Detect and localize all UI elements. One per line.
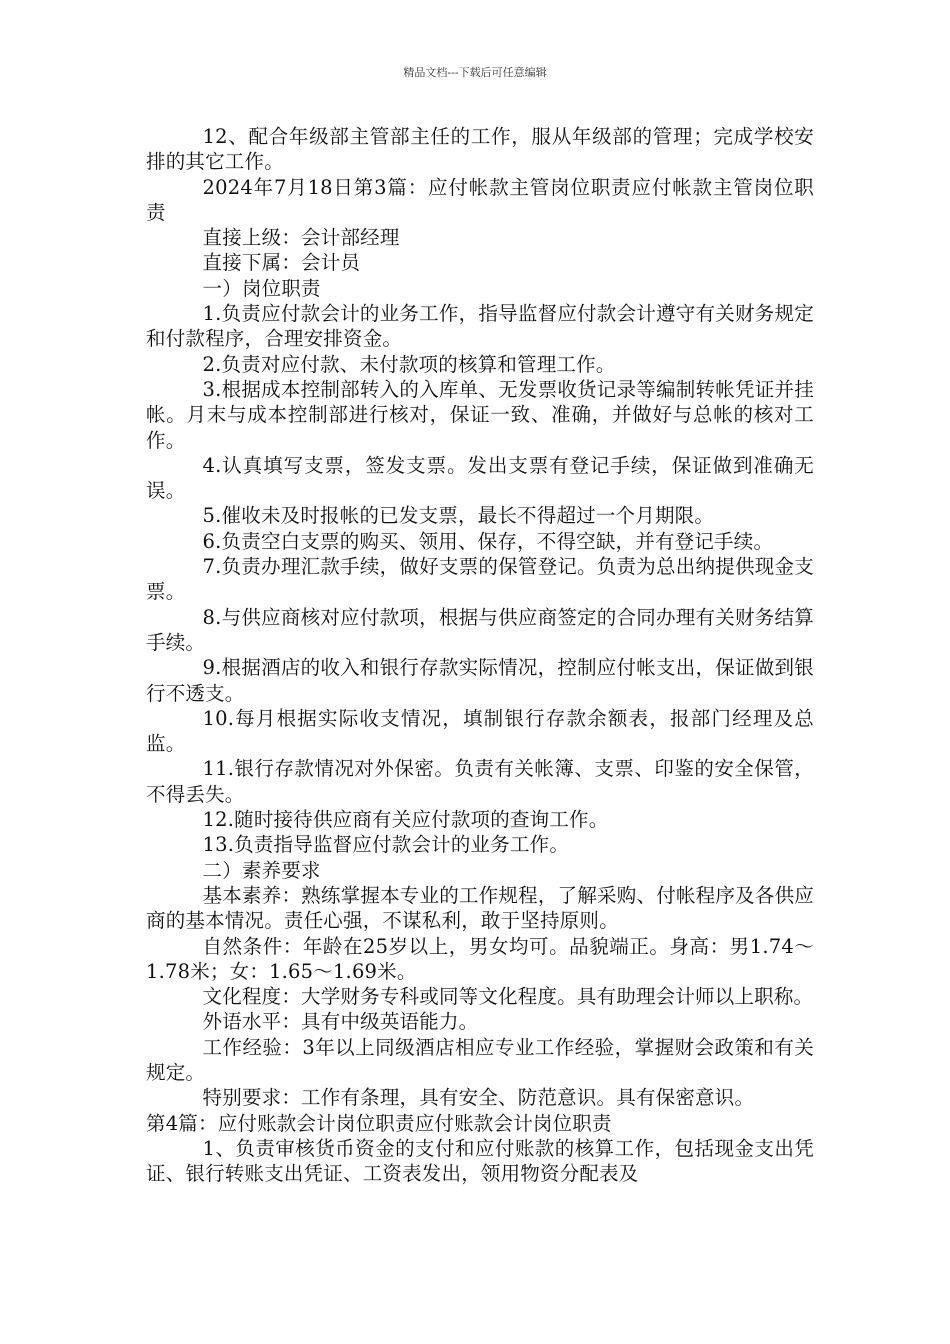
page-header: 精品文档---下载后可任意编辑 [403,66,547,79]
duty-item-1: 1.负责应付款会计的业务工作，指导监督应付款会计遵守有关财务规定和付款程序，合理安排资金。 [146,302,814,351]
duty-item-2: 2.负责对应付款、未付款项的核算和管理工作。 [202,352,616,376]
section-heading-requirements: 二）素养要求 [202,858,321,882]
duty-item-4: 4.认真填写支票，签发支票。发出支票有登记手续，保证做到准确无误。 [146,453,814,503]
article-4-item-1: 1、负责审核货币资金的支付和应付账款的核算工作，包括现金支出凭证、银行转账支出凭证、工资表发出，领用物资分配表及 [146,1136,814,1186]
duty-item-6: 6.负责空白支票的购买、领用、保存，不得空缺，并有登记手续。 [202,529,774,553]
duty-item-8: 8.与供应商核对应付款项，根据与供应商签定的合同办理有关财务结算手续。 [146,605,814,654]
requirement-physical: 自然条件：年龄在25岁以上，男女均可。品貌端正。身高：男1.74～1.78米；女：1.65～1.69米。 [146,934,814,983]
duty-item-12: 12.随时接待供应商有关应付款项的查询工作。 [202,808,609,832]
requirement-experience: 工作经验：3年以上同级酒店相应专业工作经验，掌握财会政策和有关规定。 [146,1035,814,1084]
requirement-education: 文化程度：大学财务专科或同等文化程度。具有助理会计师以上职称。 [202,985,814,1009]
article-4-title: 第4篇：应付账款会计岗位职责应付账款会计岗位职责 [146,1111,612,1135]
section-heading-duties: 一）岗位职责 [202,276,321,300]
duty-item-3: 3.根据成本控制部转入的入库单、无发票收货记录等编制转帐凭证并挂帐。月末与成本控制部进行核对，保证一致、准确，并做好与总帐的核对工作。 [146,377,814,452]
requirement-basic: 基本素养：熟练掌握本专业的工作规程，了解采购、付帐程序及各供应商的基本情况。责任心强，不谋私利，敢于坚持原则。 [146,883,814,933]
document-body [146,124,814,1186]
requirement-language: 外语水平：具有中级英语能力。 [202,1010,479,1034]
duty-item-7: 7.负责办理汇款手续，做好支票的保管登记。负责为总出纳提供现金支票。 [146,555,814,604]
duty-item-9: 9.根据酒店的收入和银行存款实际情况，控制应付帐支出，保证做到银行不透支。 [146,656,814,705]
duty-item-11: 11.银行存款情况对外保密。负责有关帐簿、支票、印鉴的安全保管，不得丢失。 [146,757,814,806]
paragraph-4: 直接下属：会计员 [202,251,361,275]
requirement-special: 特别要求：工作有条理，具有安全、防范意识。具有保密意识。 [202,1086,755,1110]
duty-item-13: 13.负责指导监督应付款会计的业务工作。 [202,833,570,857]
paragraph-1: 12、配合年级部主管部主任的工作，服从年级部的管理；完成学校安排的其它工作。 [146,125,814,174]
duty-item-10: 10.每月根据实际收支情况，填制银行存款余额表，报部门经理及总监。 [146,706,814,756]
paragraph-3: 直接上级：会计部经理 [202,226,400,250]
paragraph-2: 2024年7月18日第3篇：应付帐款主管岗位职责应付帐款主管岗位职责 [146,175,814,224]
duty-item-5: 5.催收未及时报帐的已发支票，最长不得超过一个月期限。 [202,504,715,528]
